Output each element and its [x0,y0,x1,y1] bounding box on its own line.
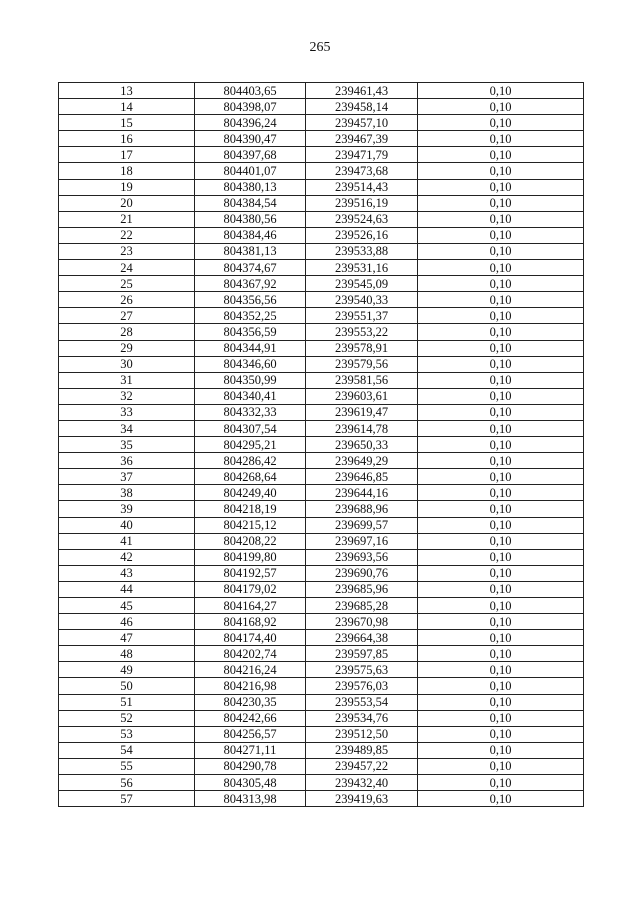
table-row [59,598,584,614]
y-coordinate-cell: 239457,22 [306,758,418,774]
y-coordinate-cell: 239457,10 [306,115,418,131]
table-row [59,260,584,276]
precision-cell: 0,10 [418,211,584,227]
x-coordinate-cell: 804384,46 [195,227,306,243]
precision-cell: 0,10 [418,372,584,388]
y-coordinate-cell: 239524,63 [306,211,418,227]
point-number-cell: 51 [59,694,195,710]
precision-cell: 0,10 [418,404,584,420]
x-coordinate-cell: 804179,02 [195,581,306,597]
precision-cell: 0,10 [418,662,584,678]
x-coordinate-cell: 804174,40 [195,630,306,646]
point-number-cell: 22 [59,227,195,243]
y-coordinate-cell: 239644,16 [306,485,418,501]
point-number-cell: 30 [59,356,195,372]
point-number-cell: 35 [59,437,195,453]
precision-cell: 0,10 [418,565,584,581]
y-coordinate-cell: 239531,16 [306,260,418,276]
x-coordinate-cell: 804305,48 [195,775,306,791]
x-coordinate-cell: 804268,64 [195,469,306,485]
x-coordinate-cell: 804216,24 [195,662,306,678]
coordinates-table-body [59,83,584,807]
x-coordinate-cell: 804396,24 [195,115,306,131]
point-number-cell: 27 [59,308,195,324]
x-coordinate-cell: 804340,41 [195,388,306,404]
point-number-cell: 31 [59,372,195,388]
precision-cell: 0,10 [418,485,584,501]
y-coordinate-cell: 239533,88 [306,243,418,259]
precision-cell: 0,10 [418,694,584,710]
y-coordinate-cell: 239581,56 [306,372,418,388]
y-coordinate-cell: 239690,76 [306,565,418,581]
x-coordinate-cell: 804164,27 [195,598,306,614]
x-coordinate-cell: 804216,98 [195,678,306,694]
table-row [59,662,584,678]
table-row [59,243,584,259]
x-coordinate-cell: 804381,13 [195,243,306,259]
y-coordinate-cell: 239646,85 [306,469,418,485]
x-coordinate-cell: 804384,54 [195,195,306,211]
table-row [59,340,584,356]
y-coordinate-cell: 239693,56 [306,549,418,565]
y-coordinate-cell: 239540,33 [306,292,418,308]
table-row [59,131,584,147]
table-row [59,388,584,404]
x-coordinate-cell: 804256,57 [195,726,306,742]
precision-cell: 0,10 [418,308,584,324]
precision-cell: 0,10 [418,195,584,211]
table-row [59,533,584,549]
x-coordinate-cell: 804286,42 [195,453,306,469]
y-coordinate-cell: 239685,28 [306,598,418,614]
x-coordinate-cell: 804202,74 [195,646,306,662]
precision-cell: 0,10 [418,227,584,243]
y-coordinate-cell: 239458,14 [306,99,418,115]
page-number: 265 [309,40,331,55]
table-row [59,324,584,340]
y-coordinate-cell: 239471,79 [306,147,418,163]
table-row [59,195,584,211]
point-number-cell: 28 [59,324,195,340]
table-row [59,614,584,630]
table-row [59,292,584,308]
x-coordinate-cell: 804398,07 [195,99,306,115]
point-number-cell: 16 [59,131,195,147]
precision-cell: 0,10 [418,469,584,485]
table-row [59,678,584,694]
x-coordinate-cell: 804344,91 [195,340,306,356]
point-number-cell: 44 [59,581,195,597]
x-coordinate-cell: 804218,19 [195,501,306,517]
precision-cell: 0,10 [418,581,584,597]
point-number-cell: 24 [59,260,195,276]
y-coordinate-cell: 239545,09 [306,276,418,292]
point-number-cell: 37 [59,469,195,485]
point-number-cell: 15 [59,115,195,131]
precision-cell: 0,10 [418,163,584,179]
y-coordinate-cell: 239512,50 [306,726,418,742]
x-coordinate-cell: 804367,92 [195,276,306,292]
x-coordinate-cell: 804352,25 [195,308,306,324]
table-row [59,710,584,726]
point-number-cell: 33 [59,404,195,420]
point-number-cell: 29 [59,340,195,356]
precision-cell: 0,10 [418,99,584,115]
table-row [59,356,584,372]
precision-cell: 0,10 [418,726,584,742]
table-row [59,469,584,485]
table-row [59,791,584,807]
point-number-cell: 42 [59,549,195,565]
x-coordinate-cell: 804168,92 [195,614,306,630]
precision-cell: 0,10 [418,742,584,758]
precision-cell: 0,10 [418,147,584,163]
x-coordinate-cell: 804242,66 [195,710,306,726]
x-coordinate-cell: 804215,12 [195,517,306,533]
y-coordinate-cell: 239650,33 [306,437,418,453]
point-number-cell: 48 [59,646,195,662]
y-coordinate-cell: 239685,96 [306,581,418,597]
table-row [59,501,584,517]
table-row [59,211,584,227]
y-coordinate-cell: 239432,40 [306,775,418,791]
point-number-cell: 45 [59,598,195,614]
y-coordinate-cell: 239697,16 [306,533,418,549]
table-row [59,437,584,453]
x-coordinate-cell: 804199,80 [195,549,306,565]
y-coordinate-cell: 239473,68 [306,163,418,179]
x-coordinate-cell: 804313,98 [195,791,306,807]
point-number-cell: 26 [59,292,195,308]
point-number-cell: 47 [59,630,195,646]
table-row [59,227,584,243]
precision-cell: 0,10 [418,115,584,131]
table-row [59,646,584,662]
x-coordinate-cell: 804380,13 [195,179,306,195]
table-row [59,404,584,420]
y-coordinate-cell: 239419,63 [306,791,418,807]
point-number-cell: 57 [59,791,195,807]
point-number-cell: 46 [59,614,195,630]
point-number-cell: 34 [59,420,195,436]
table-row [59,453,584,469]
point-number-cell: 19 [59,179,195,195]
table-row [59,308,584,324]
y-coordinate-cell: 239578,91 [306,340,418,356]
precision-cell: 0,10 [418,453,584,469]
precision-cell: 0,10 [418,614,584,630]
table-row [59,179,584,195]
y-coordinate-cell: 239516,19 [306,195,418,211]
point-number-cell: 38 [59,485,195,501]
table-row [59,372,584,388]
y-coordinate-cell: 239553,54 [306,694,418,710]
table-row [59,163,584,179]
point-number-cell: 23 [59,243,195,259]
point-number-cell: 36 [59,453,195,469]
y-coordinate-cell: 239467,39 [306,131,418,147]
x-coordinate-cell: 804397,68 [195,147,306,163]
y-coordinate-cell: 239579,56 [306,356,418,372]
point-number-cell: 25 [59,276,195,292]
x-coordinate-cell: 804307,54 [195,420,306,436]
y-coordinate-cell: 239575,63 [306,662,418,678]
point-number-cell: 39 [59,501,195,517]
y-coordinate-cell: 239514,43 [306,179,418,195]
x-coordinate-cell: 804249,40 [195,485,306,501]
precision-cell: 0,10 [418,501,584,517]
point-number-cell: 43 [59,565,195,581]
x-coordinate-cell: 804356,59 [195,324,306,340]
y-coordinate-cell: 239664,38 [306,630,418,646]
precision-cell: 0,10 [418,324,584,340]
precision-cell: 0,10 [418,260,584,276]
y-coordinate-cell: 239699,57 [306,517,418,533]
x-coordinate-cell: 804332,33 [195,404,306,420]
precision-cell: 0,10 [418,517,584,533]
x-coordinate-cell: 804350,99 [195,372,306,388]
table-row [59,420,584,436]
y-coordinate-cell: 239614,78 [306,420,418,436]
point-number-cell: 54 [59,742,195,758]
y-coordinate-cell: 239526,16 [306,227,418,243]
precision-cell: 0,10 [418,356,584,372]
precision-cell: 0,10 [418,437,584,453]
y-coordinate-cell: 239619,47 [306,404,418,420]
precision-cell: 0,10 [418,131,584,147]
y-coordinate-cell: 239688,96 [306,501,418,517]
y-coordinate-cell: 239576,03 [306,678,418,694]
precision-cell: 0,10 [418,243,584,259]
table-row [59,99,584,115]
precision-cell: 0,10 [418,710,584,726]
x-coordinate-cell: 804346,60 [195,356,306,372]
table-row [59,758,584,774]
x-coordinate-cell: 804271,11 [195,742,306,758]
x-coordinate-cell: 804390,47 [195,131,306,147]
point-number-cell: 18 [59,163,195,179]
table-row [59,581,584,597]
point-number-cell: 20 [59,195,195,211]
precision-cell: 0,10 [418,758,584,774]
point-number-cell: 55 [59,758,195,774]
precision-cell: 0,10 [418,179,584,195]
y-coordinate-cell: 239489,85 [306,742,418,758]
table-row [59,485,584,501]
precision-cell: 0,10 [418,292,584,308]
precision-cell: 0,10 [418,646,584,662]
y-coordinate-cell: 239551,37 [306,308,418,324]
precision-cell: 0,10 [418,791,584,807]
precision-cell: 0,10 [418,276,584,292]
point-number-cell: 50 [59,678,195,694]
table-row [59,742,584,758]
precision-cell: 0,10 [418,83,584,99]
precision-cell: 0,10 [418,340,584,356]
point-number-cell: 17 [59,147,195,163]
precision-cell: 0,10 [418,420,584,436]
y-coordinate-cell: 239603,61 [306,388,418,404]
x-coordinate-cell: 804290,78 [195,758,306,774]
y-coordinate-cell: 239649,29 [306,453,418,469]
x-coordinate-cell: 804230,35 [195,694,306,710]
x-coordinate-cell: 804356,56 [195,292,306,308]
x-coordinate-cell: 804401,07 [195,163,306,179]
table-row [59,694,584,710]
precision-cell: 0,10 [418,388,584,404]
table-row [59,115,584,131]
precision-cell: 0,10 [418,533,584,549]
table-row [59,83,584,99]
y-coordinate-cell: 239461,43 [306,83,418,99]
point-number-cell: 21 [59,211,195,227]
y-coordinate-cell: 239670,98 [306,614,418,630]
x-coordinate-cell: 804192,57 [195,565,306,581]
point-number-cell: 40 [59,517,195,533]
x-coordinate-cell: 804403,65 [195,83,306,99]
point-number-cell: 53 [59,726,195,742]
x-coordinate-cell: 804295,21 [195,437,306,453]
table-row [59,775,584,791]
y-coordinate-cell: 239597,85 [306,646,418,662]
table-row [59,276,584,292]
point-number-cell: 41 [59,533,195,549]
table-row [59,630,584,646]
point-number-cell: 56 [59,775,195,791]
point-number-cell: 14 [59,99,195,115]
table-row [59,147,584,163]
point-number-cell: 13 [59,83,195,99]
table-row [59,726,584,742]
precision-cell: 0,10 [418,598,584,614]
coordinates-table [58,82,584,807]
precision-cell: 0,10 [418,630,584,646]
point-number-cell: 32 [59,388,195,404]
x-coordinate-cell: 804208,22 [195,533,306,549]
precision-cell: 0,10 [418,549,584,565]
point-number-cell: 49 [59,662,195,678]
y-coordinate-cell: 239534,76 [306,710,418,726]
y-coordinate-cell: 239553,22 [306,324,418,340]
table-row [59,565,584,581]
table-row [59,517,584,533]
table-row [59,549,584,565]
point-number-cell: 52 [59,710,195,726]
x-coordinate-cell: 804374,67 [195,260,306,276]
x-coordinate-cell: 804380,56 [195,211,306,227]
precision-cell: 0,10 [418,775,584,791]
precision-cell: 0,10 [418,678,584,694]
